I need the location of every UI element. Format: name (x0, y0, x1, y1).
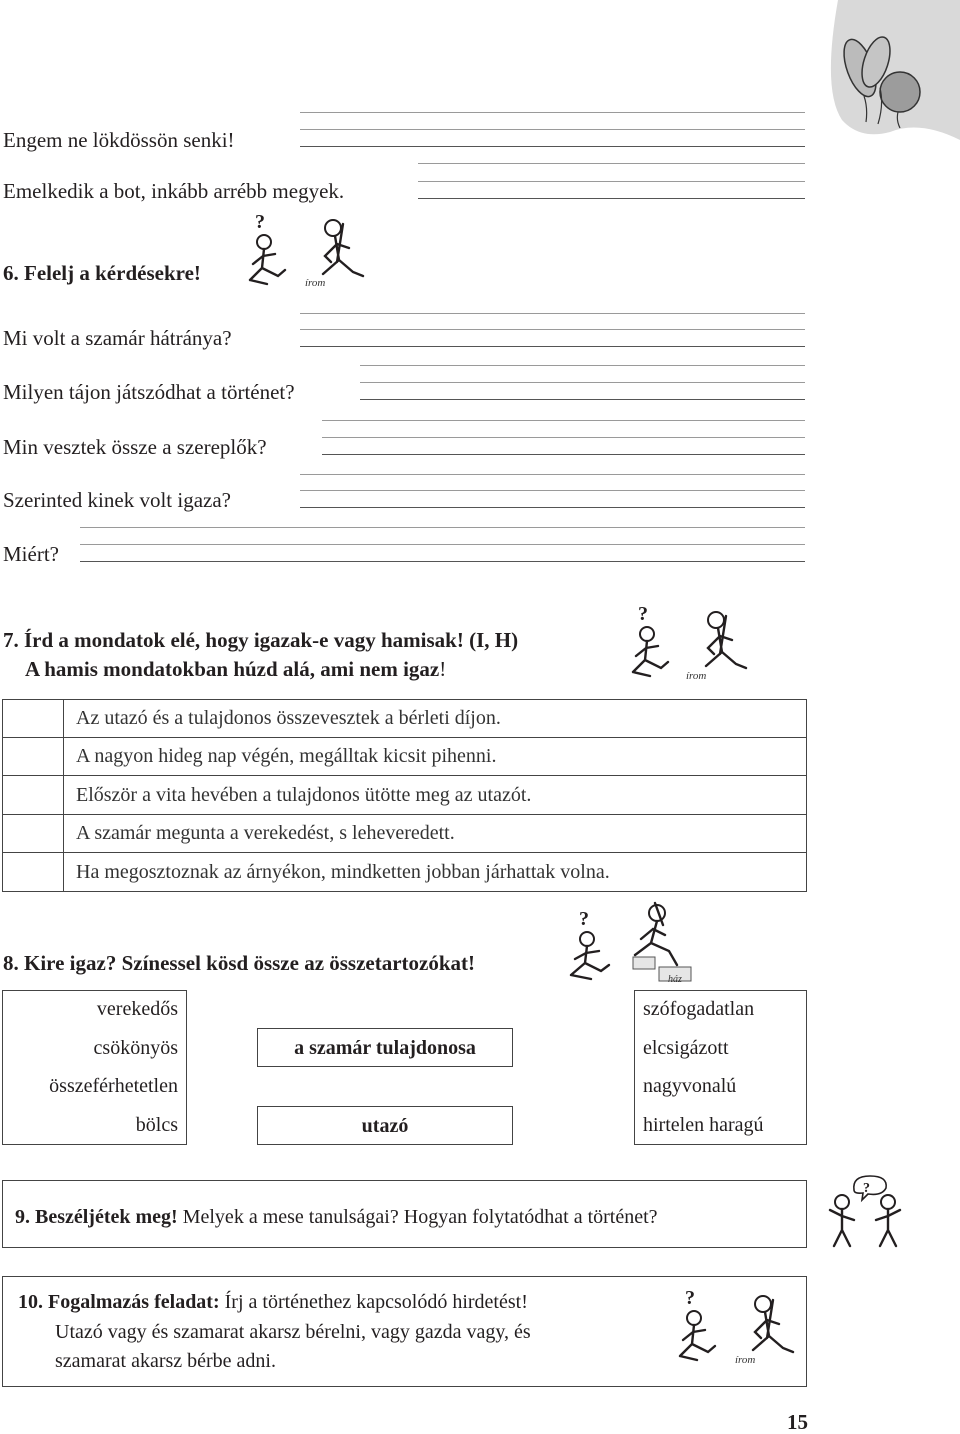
answer-line[interactable] (300, 329, 805, 330)
icon-label: írom (735, 1354, 756, 1366)
answer-line[interactable] (360, 399, 805, 400)
task-9-text (15, 1207, 658, 1227)
question-3: Min vesztek össze a szereplők? (3, 435, 267, 459)
icon-label: írom (686, 670, 707, 682)
left-word-2[interactable]: csökönyös (93, 1037, 178, 1059)
svg-text:?: ? (685, 1287, 695, 1309)
task-9-question: Melyek a mese tanulságai? Hogyan folytatódhat a történet? (177, 1206, 658, 1228)
answer-cell-3[interactable] (4, 778, 60, 812)
task-8-title: 8. Kire igaz? Színessel kösd össze az összetartozókat! (3, 951, 476, 975)
answer-line[interactable] (418, 163, 805, 164)
balloons-icon (820, 0, 960, 140)
answer-line[interactable] (300, 129, 805, 130)
answer-line[interactable] (80, 544, 805, 545)
icon-label: ház (668, 974, 682, 985)
task-7-title-line2-text: A hamis mondatokban húzd alá, ami nem igaz (25, 657, 440, 681)
answer-cell-1[interactable] (4, 702, 60, 736)
table-row-border (2, 852, 807, 853)
answer-line[interactable] (300, 313, 805, 314)
task-10-line3: szamarat akarsz bérbe adni. (55, 1350, 276, 1372)
svg-text:?: ? (863, 1181, 870, 1196)
answer-cell-2[interactable] (4, 740, 60, 774)
question-4: Szerinted kinek volt igaza? (3, 488, 231, 512)
statement-3: Először a vita hevében a tulajdonos ütötte meg az utazót. (76, 784, 532, 806)
task-6-title: 6. Felelj a kérdésekre! (3, 261, 201, 285)
left-word-4[interactable]: bölcs (135, 1114, 178, 1136)
right-word-1[interactable]: szófogadatlan (643, 998, 755, 1020)
character-traveler: utazó (361, 1115, 409, 1137)
task-9-number: 9. Beszéljétek meg! (15, 1206, 178, 1228)
statement-5: Ha megosztoznak az árnyékon, mindketten jobban járhattak volna. (76, 861, 610, 883)
answer-cell-4[interactable] (4, 817, 60, 851)
answer-line[interactable] (300, 112, 805, 113)
answer-line[interactable] (300, 346, 805, 347)
left-word-3[interactable]: összeférhetetlen (49, 1075, 178, 1097)
answer-cell-5[interactable] (4, 855, 60, 889)
answer-line[interactable] (300, 474, 805, 475)
task-7-title-line2-suffix: ! (439, 657, 447, 681)
table-row-border (2, 814, 807, 815)
answer-line[interactable] (300, 146, 805, 147)
sentence-1: Engem ne lökdössön senki! (3, 128, 235, 152)
right-word-3[interactable]: nagyvonalú (643, 1075, 737, 1097)
task-10-number: 10. Fogalmazás feladat: (18, 1291, 220, 1313)
character-owner: a szamár tulajdonosa (294, 1037, 476, 1059)
question-5: Miért? (3, 542, 59, 566)
right-word-2[interactable]: elcsigázott (643, 1037, 729, 1059)
sentence-2: Emelkedik a bot, inkább arrébb megyek. (3, 179, 345, 203)
statement-1: Az utazó és a tulajdonos összevesztek a bérleti díjon. (76, 707, 501, 729)
answer-line[interactable] (80, 527, 805, 528)
answer-line[interactable] (360, 365, 805, 366)
table-divider (63, 699, 64, 892)
answer-line[interactable] (300, 507, 805, 508)
answer-line[interactable] (418, 198, 805, 199)
icon-label: írom (305, 277, 326, 289)
statement-4: A szamár megunta a verekedést, s leheveredett. (76, 822, 455, 844)
answer-line[interactable] (322, 437, 805, 438)
task-7-title-line2 (25, 659, 446, 680)
page-number: 15 (787, 1410, 808, 1434)
table-row-border (2, 737, 807, 738)
question-2: Milyen tájon játszódhat a történet? (3, 380, 295, 404)
left-word-1[interactable]: verekedős (96, 998, 178, 1020)
answer-line[interactable] (418, 181, 805, 182)
answer-line[interactable] (360, 382, 805, 383)
thinking-reading-figures-icon (565, 895, 700, 985)
answer-line[interactable] (300, 490, 805, 491)
task-10-instruction: Írj a történethez kapcsolódó hirdetést! (219, 1291, 528, 1313)
task-7-title-line1: 7. Írd a mondatok elé, hogy igazak-e vagy hamisak! (I, H) (3, 628, 519, 652)
table-row-border (2, 775, 807, 776)
svg-text:?: ? (579, 908, 589, 930)
svg-text:?: ? (255, 211, 265, 233)
answer-line[interactable] (322, 454, 805, 455)
question-1: Mi volt a szamár hátránya? (3, 326, 232, 350)
svg-text:?: ? (638, 603, 648, 625)
statement-2: A nagyon hideg nap végén, megálltak kicsit pihenni. (76, 745, 497, 767)
answer-line[interactable] (322, 420, 805, 421)
right-word-4[interactable]: hirtelen haragú (643, 1114, 764, 1136)
answer-line[interactable] (80, 561, 805, 562)
task-10-line2: Utazó vagy és szamarat akarsz bérelni, vagy gazda vagy, és (55, 1321, 531, 1343)
discussion-figures-icon (822, 1172, 912, 1252)
corner-decoration (820, 0, 960, 145)
task-10-line1 (18, 1292, 528, 1312)
